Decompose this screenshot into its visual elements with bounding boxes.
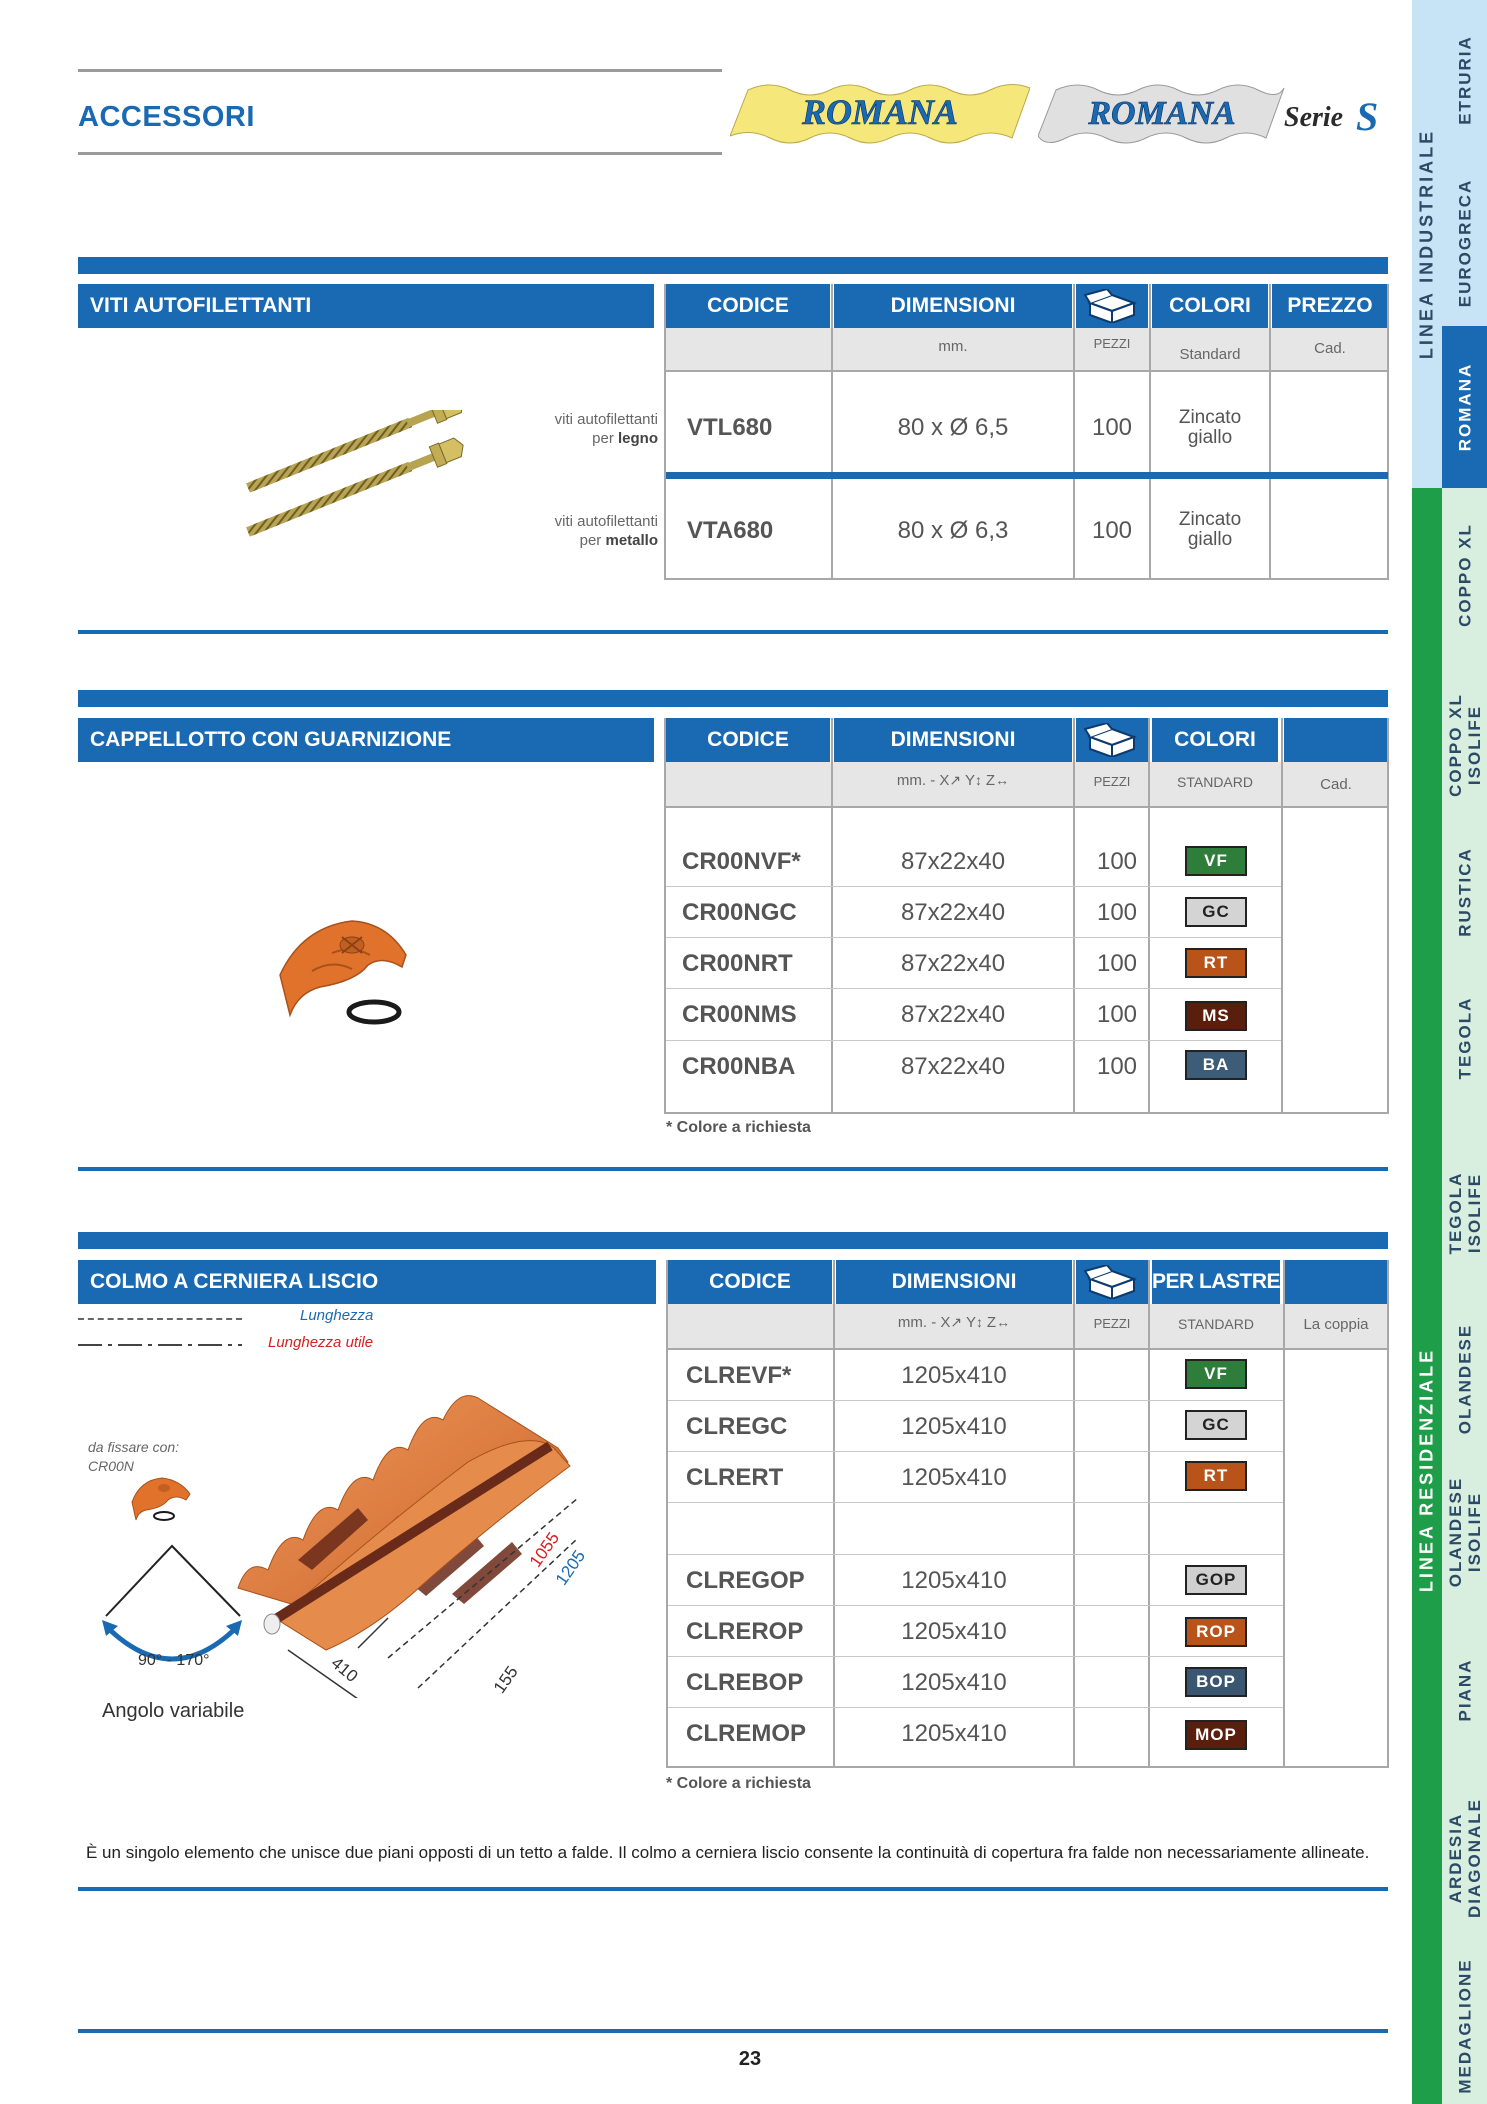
box-icon [1076,284,1148,328]
sidebar-item-tegola[interactable]: TEGOLA [1455,996,1474,1080]
pieces: 100 [1091,517,1133,544]
sidebar-item-etruria[interactable]: ETRURIA [1455,35,1474,125]
section1-title: VITI AUTOFILETTANTI [78,284,654,328]
dimension: 1205x410 [901,1720,1007,1747]
color: Zincato giallo [1178,509,1242,550]
box-icon [1076,718,1148,762]
page-number: 23 [738,2048,762,2070]
dimension: 1205x410 [901,1464,1007,1491]
dimension: 1205x410 [901,1669,1007,1696]
color-badge-bop: BOP [1185,1667,1247,1697]
sidebar-item-olandese[interactable]: OLANDESE [1455,1323,1474,1435]
logo1-text: ROMANA [801,92,959,132]
dim-1055: 1055 [525,1528,564,1571]
legend-lunghezza: Lunghezza [300,1307,374,1324]
product-code: CLRERT [686,1464,784,1491]
row-divider [668,1451,1283,1452]
screws-image [238,410,528,550]
sidebar-item-coppo-xl[interactable]: COPPO XL [1455,523,1474,627]
row-divider [666,988,1281,989]
grid-line [666,1260,668,1768]
dim-155: 155 [489,1662,522,1697]
grid-line [664,718,666,1114]
header-empty [1284,718,1388,762]
product-code: CR00NRT [682,950,793,977]
dimension: 87x22x40 [900,848,1006,875]
grid-line [1149,284,1151,580]
sub-dim: mm. [938,338,968,355]
sidebar-item-ardesia-diagonale[interactable]: ARDESIA DIAGONALE [1445,1798,1484,1918]
footer-rule [78,2029,1388,2033]
pieces: 100 [1096,899,1138,926]
product-code: CLREGC [686,1413,788,1440]
grid-line [1073,1260,1075,1768]
product-code: VTL680 [687,414,773,441]
pieces: 100 [1096,1053,1138,1080]
row-divider [666,472,1388,479]
color-badge-gc: GC [1185,897,1247,927]
page-title: ACCESSORI [78,101,255,133]
product-code: CLREGOP [686,1567,805,1594]
row-divider [668,1605,1283,1606]
sidebar-item-coppo-xl-isolife[interactable]: COPPO XL ISOLIFE [1445,693,1484,797]
product-code: CLREVF* [686,1362,792,1389]
dimension: 87x22x40 [900,1001,1006,1028]
dimension: 1205x410 [901,1413,1007,1440]
color-badge-ba: BA [1185,1050,1247,1080]
grid-line [1387,1260,1389,1768]
section2-title: CAPPELLOTTO CON GUARNIZIONE [78,718,654,762]
header-codice: CODICE [668,1260,832,1304]
grid-line [831,284,833,580]
color-badge-rop: ROP [1185,1617,1247,1647]
sub-pezzi: PEZZI [1093,774,1131,789]
angle-label: Angolo variabile [102,1700,245,1722]
pieces: 100 [1096,848,1138,875]
grid-line [1148,1260,1150,1768]
section3-rule [78,1887,1388,1891]
section1-bar [78,257,1388,274]
color-badge-rt: RT [1185,1461,1247,1491]
dimension: 87x22x40 [900,899,1006,926]
color-badge-mop: MOP [1185,1720,1247,1750]
product-code: CR00NMS [682,1001,797,1028]
product-code: CR00NVF* [682,848,801,875]
grid-line [666,1348,1389,1350]
color-badge-gop: GOP [1185,1565,1247,1595]
grid-line [1269,284,1271,580]
section2-rule [78,1167,1388,1171]
footnote: * Colore a richiesta [666,1775,811,1792]
sidebar-item-tegola-isolife[interactable]: TEGOLA ISOLIFE [1445,1171,1484,1255]
grid-line [1387,284,1389,580]
header-prezzo: PREZZO [1272,284,1388,328]
pieces: 100 [1096,950,1138,977]
row-divider [668,1707,1283,1708]
logo2-suffix: Serie [1284,102,1344,133]
row-divider [668,1554,1283,1555]
fix-note: da fissare con: CR00N [88,1439,180,1474]
color-badge-vf: VF [1185,1359,1247,1389]
logo2-text: ROMANA [1088,95,1236,132]
dimension: 1205x410 [901,1567,1007,1594]
row-divider [668,1400,1283,1401]
dim-410: 410 [327,1653,362,1687]
grid-line [831,718,833,1114]
romana-serie-s-logo [1038,80,1393,144]
section1-rule [78,630,1388,634]
sub-pezzi: PEZZI [1093,1316,1131,1331]
small-cap-image [128,1474,192,1524]
logo2-s: S [1356,94,1379,139]
sidebar-item-piana[interactable]: PIANA [1455,1658,1474,1722]
row-divider [666,1040,1281,1041]
grid-line [664,370,1389,372]
dimension: 87x22x40 [900,950,1006,977]
product-code: VTA680 [687,517,774,544]
pieces: 100 [1096,1001,1138,1028]
color-badge-vf: VF [1185,846,1247,876]
header-dimensioni: DIMENSIONI [834,284,1072,328]
dimension: 80 x Ø 6,5 [897,414,1009,441]
sub-prezzo: La coppia [1303,1316,1369,1333]
grid-line [664,284,666,580]
header-rule-bottom [78,152,722,155]
sidebar-group-industrial: LINEA INDUSTRIALE [1416,128,1437,360]
header-codice: CODICE [666,718,830,762]
header-per-lastre: PER LASTRE [1152,1260,1280,1304]
grid-line [1073,718,1075,1114]
color-badge-gc: GC [1185,1410,1247,1440]
header-rule-top [78,69,722,72]
row-divider [666,937,1281,938]
product-code: CLREBOP [686,1669,804,1696]
sidebar-item-olandese-isolife[interactable]: OLANDESE ISOLIFE [1445,1476,1484,1588]
sub-dim-axes: mm. - X↗ Y↕ Z↔ [897,1314,1011,1331]
color: Zincato giallo [1178,407,1242,448]
sub-pezzi: PEZZI [1093,336,1131,351]
sub-colori: Standard [1179,346,1241,363]
sub-prezzo: Cad. [1320,776,1352,793]
sub-colori: STANDARD [1178,1316,1254,1332]
sidebar-item-medaglione[interactable]: MEDAGLIONE [1455,1958,1474,2094]
header-empty [1284,1260,1388,1304]
dimension: 80 x Ø 6,3 [897,517,1009,544]
product-code: CLREROP [686,1618,804,1645]
dim-1205: 1205 [551,1546,590,1589]
grid-line [1281,718,1283,1114]
romana-logo [730,80,1030,144]
row-desc: viti autofilettanti per metallo [554,513,658,549]
legend-utile: Lunghezza utile [268,1334,374,1351]
header-dimensioni: DIMENSIONI [834,718,1072,762]
sub-colori: STANDARD [1177,774,1253,790]
box-icon [1076,1260,1148,1304]
dimension: 1205x410 [901,1362,1007,1389]
row-divider [668,1656,1283,1657]
grid-line [833,1260,835,1768]
product-code: CR00NGC [682,899,797,926]
grid-line [664,578,1389,580]
sub-dim-axes: mm. - X↗ Y↕ Z↔ [896,772,1010,789]
grid-line [666,1766,1389,1768]
dimension: 87x22x40 [900,1053,1006,1080]
legend-line-utile [78,1344,242,1346]
color-badge-rt: RT [1185,948,1247,978]
section3-bar [78,1232,1388,1249]
legend-line-lunghezza [78,1318,242,1320]
footnote: * Colore a richiesta [666,1119,811,1136]
header-dimensioni: DIMENSIONI [836,1260,1072,1304]
product-code: CLREMOP [686,1720,806,1747]
sidebar-group-strip [1412,488,1442,2104]
sub-prezzo: Cad. [1314,340,1346,357]
grid-line [1387,718,1389,1114]
header-codice: CODICE [666,284,830,328]
sidebar-group-residential: LINEA RESIDENZIALE [1416,1347,1437,1593]
row-desc: viti autofilettanti per legno [554,411,658,447]
description: È un singolo elemento che unisce due piani opposti di un tetto a falde. Il colmo a cerniera liscio consente la continuità di copertura fra falde non necessariamente allineate. [86,1843,1370,1862]
header-colori: COLORI [1152,284,1268,328]
pieces: 100 [1091,414,1133,441]
grid-line [1283,1260,1285,1768]
header-colori: COLORI [1152,718,1278,762]
section3-title: COLMO A CERNIERA LISCIO [78,1260,656,1304]
grid-line [664,806,1389,808]
row-divider [666,886,1281,887]
sidebar-item-rustica[interactable]: RUSTICA [1455,847,1474,937]
color-badge-ms: MS [1185,1001,1247,1031]
cap-image [272,915,422,1030]
dimension: 1205x410 [901,1618,1007,1645]
angle-value: 90° - 170° [138,1652,210,1669]
sidebar-item-romana[interactable]: ROMANA [1455,362,1474,452]
grid-line [664,1112,1389,1114]
sidebar-item-eurogreca[interactable]: EUROGRECA [1455,178,1474,308]
product-code: CR00NBA [682,1053,796,1080]
row-divider [668,1502,1283,1503]
section2-bar [78,690,1388,707]
grid-line [1073,284,1075,580]
